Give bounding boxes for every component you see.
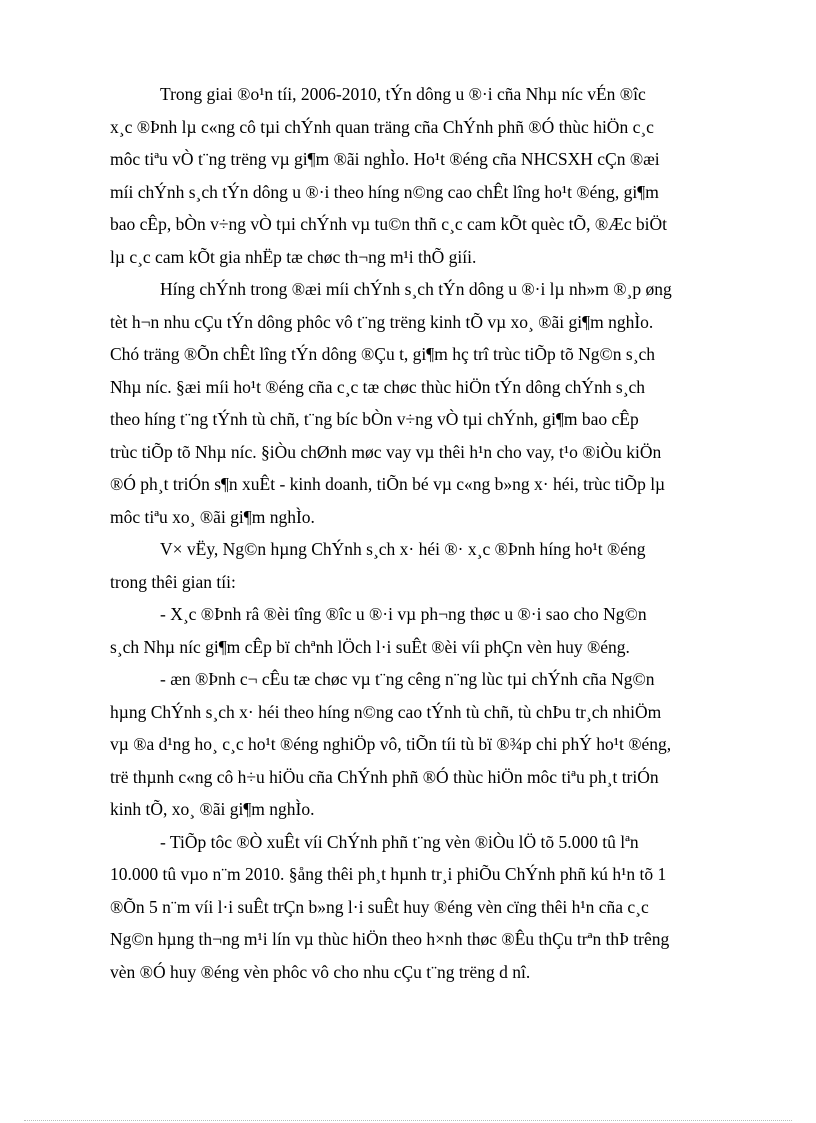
paragraph-outlook	[110, 78, 740, 273]
text-line: vèn ®Ó huy ®éng vèn phôc vô cho nhu cÇu t¨ng trëng d nî.	[110, 961, 531, 982]
text-line: theo híng t¨ng tÝnh tù chñ, t¨ng bíc bÒn v÷ng vÒ tµi chÝnh, gi¶m bao cÊp	[110, 409, 639, 429]
text-line: V× vËy, Ng©n hµng ChÝnh s¸ch x· héi ®· x¸c ®Þnh híng ho¹t ®éng	[160, 539, 646, 559]
text-line: vµ ®a d¹ng ho¸ c¸c ho¹t ®éng nghiÖp vô, tiÕn tíi tù bï ®¾p chi phÝ ho¹t ®éng,	[110, 734, 672, 754]
text-line: x¸c ®Þnh lµ c«ng cô tµi chÝnh quan träng cña ChÝnh phñ ®Ó thùc hiÖn c¸c	[110, 116, 654, 137]
text-line: Nhµ níc. §æi míi ho¹t ®éng cña c¸c tæ chøc thùc hiÖn tÝn dông chÝnh s¸ch	[110, 376, 646, 397]
text-line: hµng ChÝnh s¸ch x· héi theo híng n©ng cao tÝnh tù chñ, tù chÞu tr¸ch nhiÖm	[110, 701, 662, 722]
text-line: tèt h¬n nhu cÇu tÝn dông phôc vô t¨ng trëng kinh tÕ vµ xo¸ ®ãi gi¶m nghÌo.	[110, 311, 654, 332]
text-line: - TiÕp tôc ®Ò xuÊt víi ChÝnh phñ t¨ng vèn ®iÒu lÖ tõ 5.000 tû lªn	[160, 831, 639, 852]
text-line: trùc tiÕp tõ Nhµ níc. §iÒu chØnh møc vay vµ thêi h¹n cho vay, t¹o ®iÒu kiÖn	[110, 441, 662, 462]
text-line: kinh tÕ, xo¸ ®ãi gi¶m nghÌo.	[110, 799, 315, 819]
text-line: lµ c¸c cam kÕt gia nhËp tæ chøc th¬ng m¹i thÕ giíi.	[110, 246, 477, 267]
paragraph-orientation-intro	[110, 533, 740, 598]
text-line: Ng©n hµng th¬ng m¹i lín vµ thùc hiÖn theo h×nh thøc ®Êu thÇu trªn thÞ trêng	[110, 929, 670, 949]
text-line: môc tiªu vÒ t¨ng trëng vµ gi¶m ®ãi nghÌo. Ho¹t ®éng cña NHCSXH cÇn ®æi	[110, 149, 660, 169]
text-line: - X¸c ®Þnh râ ®èi tîng ®îc u ®·i vµ ph¬ng thøc u ®·i sao cho Ng©n	[160, 604, 647, 624]
text-line: ®Ó ph¸t triÓn s¶n xuÊt - kinh doanh, tiÕn bé vµ c«ng b»ng x· héi, trùc tiÕp lµ	[110, 474, 666, 494]
text-line: trong thêi gian tíi:	[110, 571, 236, 592]
bullet-item-capital	[110, 826, 740, 989]
text-line: Híng chÝnh trong ®æi míi chÝnh s¸ch tÝn dông u ®·i lµ nh»m ®¸p øng	[160, 279, 672, 299]
bullet-item-beneficiaries	[110, 598, 740, 663]
text-line: ®Õn 5 n¨m víi l·i suÊt trÇn b»ng l·i suÊt huy ®éng vèn cïng thêi h¹n cña c¸c	[110, 896, 649, 917]
text-line: Trong giai ®o¹n tíi, 2006-2010, tÝn dông u ®·i cña Nhµ níc vÉn ®îc	[160, 84, 646, 104]
text-line: bao cÊp, bÒn v÷ng vÒ tµi chÝnh vµ tu©n thñ c¸c cam kÕt quèc tÕ, ®Æc biÖt	[110, 214, 667, 234]
document-page	[110, 78, 740, 988]
text-line: Chó träng ®Õn chÊt lîng tÝn dông ®Çu t, gi¶m hç trî trùc tiÕp tõ Ng©n s¸ch	[110, 344, 656, 364]
page-bottom-border	[24, 1120, 792, 1121]
bullet-item-organization	[110, 663, 740, 826]
paragraph-main-direction	[110, 273, 740, 533]
text-line: trë thµnh c«ng cô h÷u hiÖu cña ChÝnh phñ ®Ó thùc hiÖn môc tiªu ph¸t triÓn	[110, 766, 659, 787]
text-line: - æn ®Þnh c¬ cÊu tæ chøc vµ t¨ng cêng n¨ng lùc tµi chÝnh cña Ng©n	[160, 669, 655, 689]
text-line: môc tiªu xo¸ ®ãi gi¶m nghÌo.	[110, 506, 315, 527]
text-line: s¸ch Nhµ níc gi¶m cÊp bï chªnh lÖch l·i suÊt ®èi víi phÇn vèn huy ®éng.	[110, 636, 630, 657]
text-line: míi chÝnh s¸ch tÝn dông u ®·i theo híng n©ng cao chÊt lîng ho¹t ®éng, gi¶m	[110, 181, 659, 202]
text-line: 10.000 tû vµo n¨m 2010. §ång thêi ph¸t hµnh tr¸i phiÕu ChÝnh phñ kú h¹n tõ 1	[110, 864, 667, 884]
